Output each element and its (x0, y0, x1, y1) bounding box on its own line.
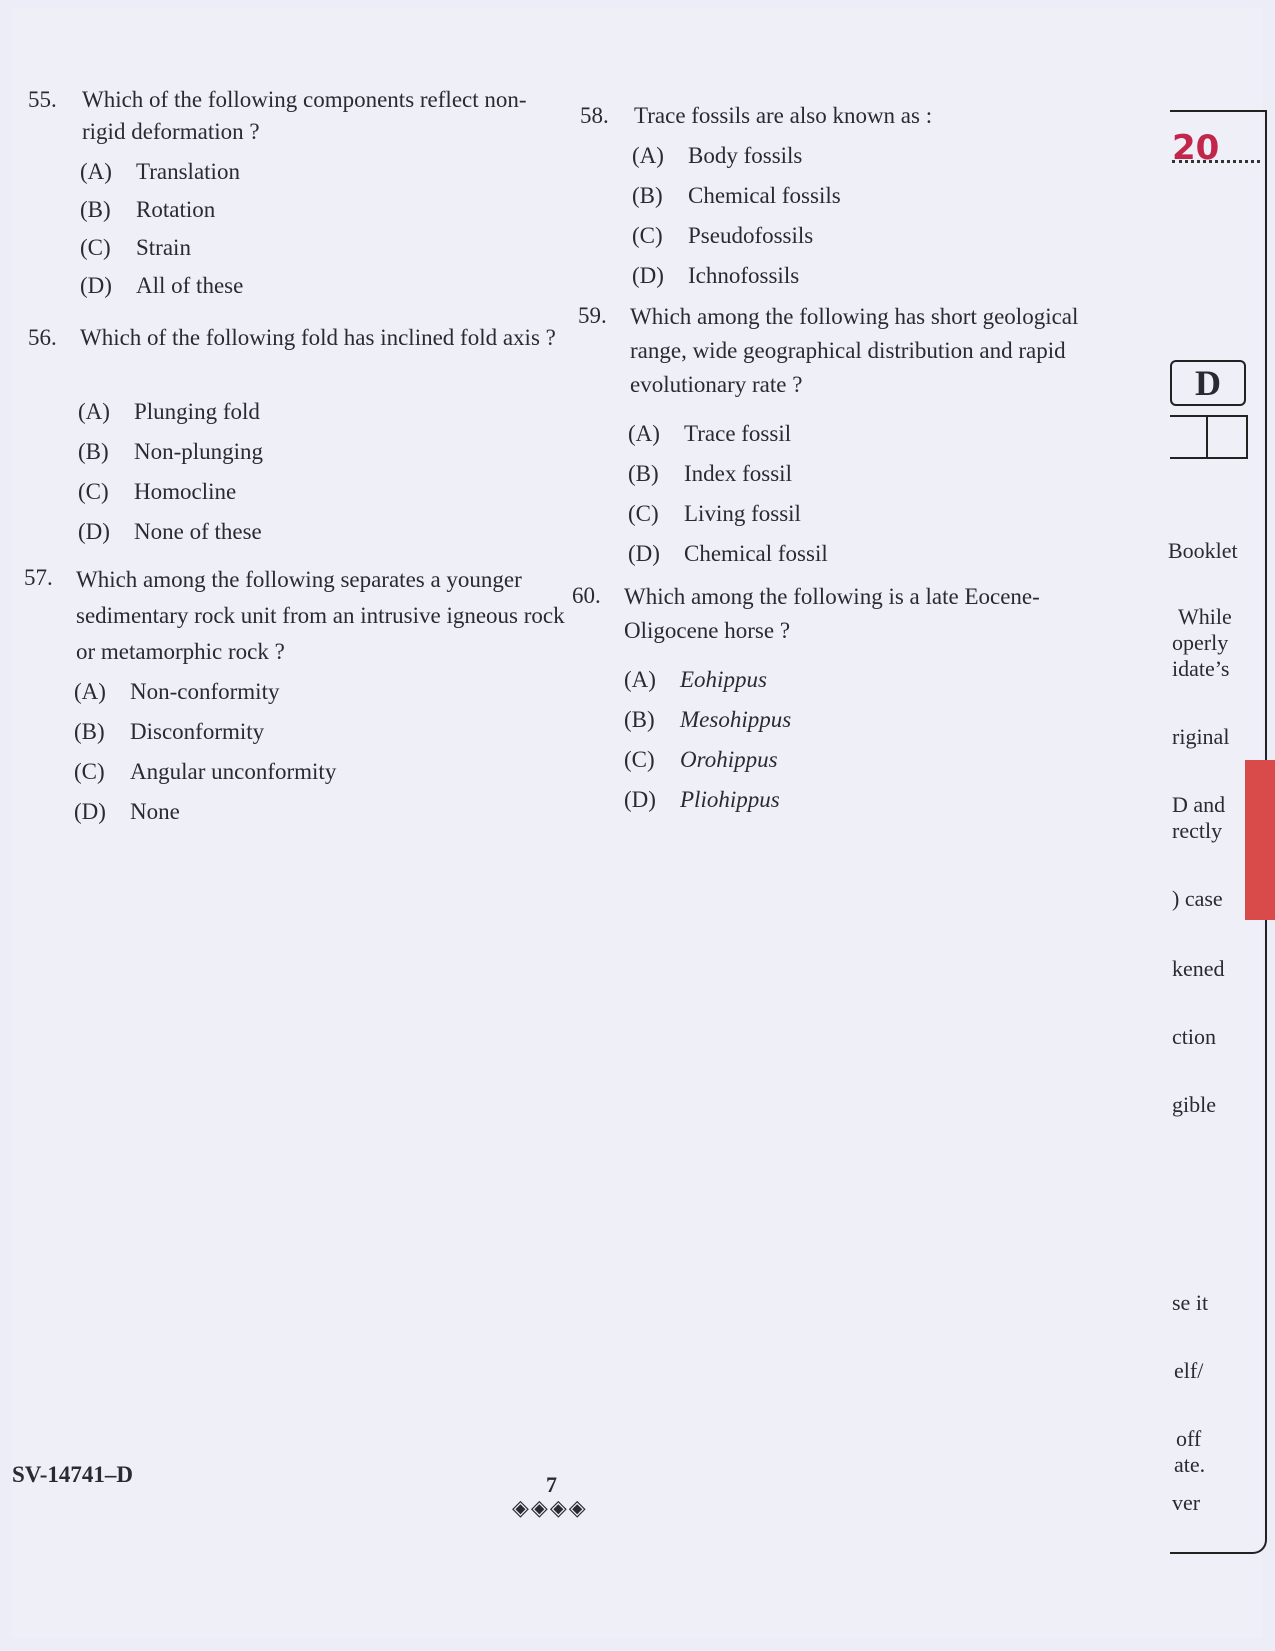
option-60-c (624, 744, 778, 776)
option-55-a (80, 156, 240, 188)
option-60-a (624, 664, 767, 696)
option-text: Mesohippus (680, 707, 792, 732)
option-label: (B) (78, 439, 109, 464)
margin-fragment: rectly (1172, 818, 1223, 843)
option-text: Living fossil (684, 501, 801, 526)
option-label: (B) (632, 183, 663, 208)
option-text: Non-plunging (134, 439, 264, 464)
option-56-a (78, 396, 260, 428)
question-number: 55. (28, 87, 57, 112)
option-55-b (80, 194, 215, 226)
option-label: (B) (628, 461, 659, 486)
margin-fragment: off (1176, 1426, 1202, 1451)
option-label: (D) (78, 519, 110, 544)
option-text: Body fossils (688, 143, 803, 168)
option-text: Pseudofossils (688, 223, 814, 248)
option-label: (B) (74, 719, 105, 744)
margin-fragment: operly (1172, 630, 1229, 655)
option-text: Disconformity (130, 719, 265, 744)
option-label: (A) (78, 399, 110, 424)
option-57-a (74, 676, 279, 708)
option-60-d (624, 784, 780, 816)
margin-fragment: While (1178, 604, 1232, 629)
option-58-c (632, 220, 813, 252)
option-59-a (628, 418, 791, 450)
option-text: None (130, 799, 180, 824)
margin-fragment: gible (1172, 1092, 1216, 1117)
option-text: Chemical fossils (688, 183, 841, 208)
question-stem: Which of the following components reflect non-rigid deformation ? (82, 87, 527, 144)
option-label: (C) (632, 223, 663, 248)
option-55-d (80, 270, 243, 302)
option-label: (D) (628, 541, 660, 566)
question-number: 56. (28, 325, 57, 350)
option-text: Index fossil (684, 461, 792, 486)
option-text: Homocline (134, 479, 237, 504)
option-label: (D) (80, 273, 112, 298)
option-58-a (632, 140, 802, 172)
option-59-c (628, 498, 801, 530)
option-label: (A) (628, 421, 660, 446)
option-label: (A) (632, 143, 664, 168)
option-label: (C) (74, 759, 105, 784)
option-text: Ichnofossils (688, 263, 800, 288)
question-number: 59. (578, 303, 607, 328)
option-label: (B) (80, 197, 111, 222)
option-text: All of these (136, 273, 244, 298)
margin-fragment: Booklet (1168, 538, 1238, 563)
question-stem: Trace fossils are also known as : (634, 103, 933, 128)
option-58-d (632, 260, 799, 292)
option-57-b (74, 716, 264, 748)
option-56-d (78, 516, 262, 548)
option-label: (A) (624, 667, 656, 692)
option-label: (C) (78, 479, 109, 504)
option-text: Translation (136, 159, 240, 184)
option-text: Angular unconformity (130, 759, 337, 784)
diamond-ornament-icon: ◈◈◈◈ (512, 1496, 588, 1521)
margin-fragment: ver (1172, 1490, 1201, 1515)
dotted-line (1172, 160, 1260, 163)
option-text: Pliohippus (680, 787, 780, 812)
code-grid-box (1170, 415, 1248, 459)
question-stem: Which of the following fold has inclined fold axis ? (80, 325, 556, 350)
option-text: Plunging fold (134, 399, 260, 424)
margin-fragment: kened (1172, 956, 1225, 981)
option-59-b (628, 458, 792, 490)
option-label: (B) (624, 707, 655, 732)
booklet-code-box: D (1170, 360, 1246, 406)
margin-fragment: D and (1172, 792, 1226, 817)
option-text: Trace fossil (684, 421, 792, 446)
option-label: (A) (80, 159, 112, 184)
question-number: 60. (572, 583, 601, 608)
question-stem: Which among the following separates a younger sedimentary rock unit from an intrusive igneous rock or metamorphic rock ? (76, 567, 565, 664)
option-57-c (74, 756, 336, 788)
option-label: (C) (628, 501, 659, 526)
option-text: None of these (134, 519, 262, 544)
option-text: Strain (136, 235, 191, 260)
option-55-c (80, 232, 191, 264)
margin-fragment: idate’s (1172, 656, 1230, 681)
option-text: Non-conformity (130, 679, 280, 704)
question-stem: Which among the following is a late Eocene-Oligocene horse ? (624, 584, 1040, 643)
option-text: Rotation (136, 197, 216, 222)
option-label: (A) (74, 679, 106, 704)
cover-page-number: 20 (1172, 128, 1220, 168)
margin-fragment: riginal (1172, 724, 1230, 749)
margin-fragment: ction (1172, 1024, 1216, 1049)
option-58-b (632, 180, 841, 212)
option-56-b (78, 436, 263, 468)
question-number: 58. (580, 103, 609, 128)
option-56-c (78, 476, 236, 508)
question-stem: Which among the following has short geological range, wide geographical distribution and rapid evolutionary rate ? (630, 304, 1079, 397)
margin-fragment: ate. (1174, 1452, 1206, 1477)
option-text: Orohippus (680, 747, 778, 772)
option-label: (C) (80, 235, 111, 260)
option-label: (D) (74, 799, 106, 824)
option-text: Eohippus (680, 667, 767, 692)
booklet-series-code: SV-14741–D (12, 1462, 133, 1487)
option-label: (C) (624, 747, 655, 772)
option-text: Chemical fossil (684, 541, 828, 566)
option-label: (D) (624, 787, 656, 812)
question-number: 57. (24, 565, 53, 590)
option-57-d (74, 796, 180, 828)
option-59-d (628, 538, 828, 570)
exam-page (12, 8, 1262, 1638)
margin-fragment: ) case (1172, 886, 1223, 911)
option-60-b (624, 704, 791, 736)
margin-fragment: se it (1172, 1290, 1209, 1315)
option-label: (D) (632, 263, 664, 288)
page-number: 7 (546, 1472, 557, 1497)
margin-fragment: elf/ (1174, 1358, 1204, 1383)
